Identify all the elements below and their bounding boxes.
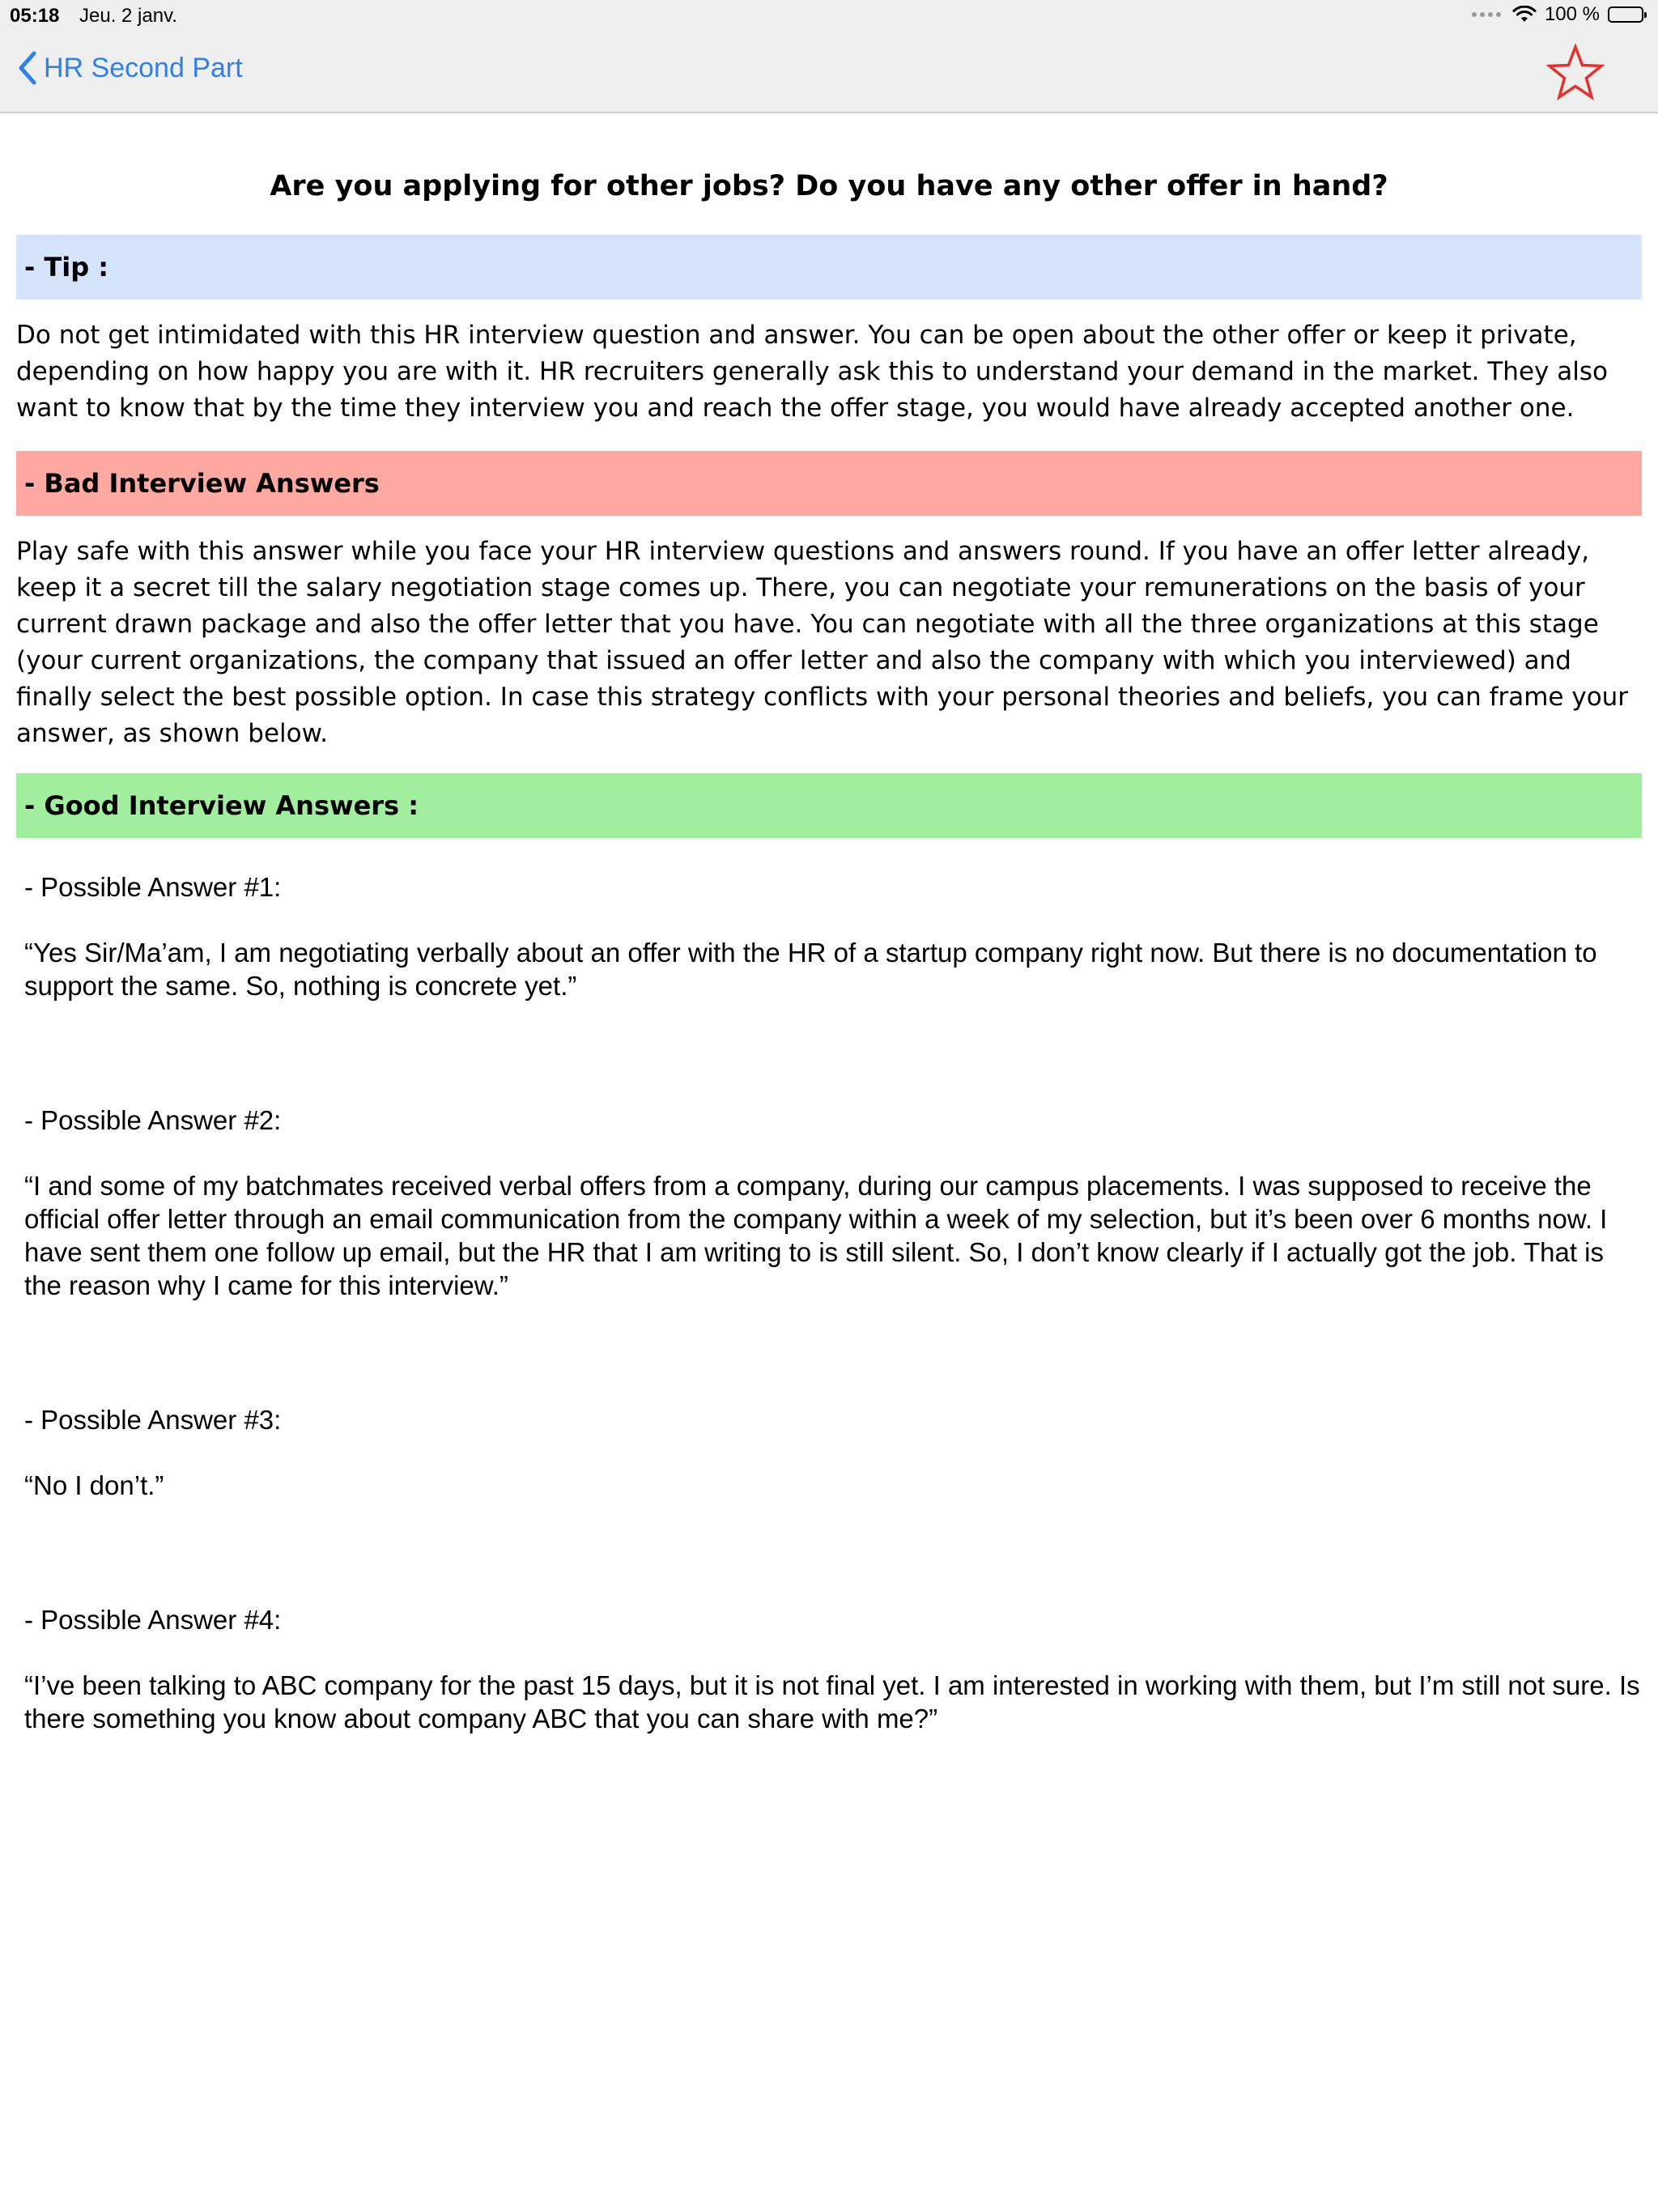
question-title: Are you applying for other jobs? Do you have any other offer in hand? xyxy=(270,170,1388,202)
bad-answers-text: Play safe with this answer while you face your HR interview questions and answers round. If you have an offer letter already, keep it a secret till the salary negotiation stage comes up. There, you can negotiate your remunerations on the basis of your current drawn package and also the offer letter that you have. You can negotiate with all the three organizations at this stage (your current organizations, the company that issued an offer letter and also the company with which you interviewed) and finally select the best possible option. In case this strategy conflicts with your personal theories and beliefs, you can frame your answer, as shown below. xyxy=(16,537,1629,748)
favorite-star-icon[interactable] xyxy=(1546,44,1605,102)
answer-label: - Possible Answer #3: xyxy=(24,1405,282,1435)
bad-answers-header: - Bad Interview Answers xyxy=(16,451,1642,516)
tip-text: Do not get intimidated with this HR interview question and answer. You can be open about the other offer or keep it private, depending on how happy you are with it. HR recruiters generally ask this to understand your demand in the market. They also want to know that by the time they interview you and reach the offer stage, you would have already accepted another one. xyxy=(16,321,1608,423)
possible-answer-2 xyxy=(24,1104,1642,1302)
possible-answer-4 xyxy=(24,1603,1642,1735)
possible-answer-3 xyxy=(24,1403,1642,1502)
signal-icon xyxy=(1472,12,1501,17)
status-indicators xyxy=(1472,3,1643,26)
back-button-label: HR Second Part xyxy=(44,52,243,83)
answer-label: - Possible Answer #2: xyxy=(24,1105,282,1135)
battery-percent: 100 % xyxy=(1544,3,1600,25)
good-answers-header: - Good Interview Answers : xyxy=(16,773,1642,838)
navigation-bar xyxy=(0,32,1658,113)
answer-text: “I and some of my batchmates received verbal offers from a company, during our campus placements. I was supposed to receive the official offer letter through an email communication from the company within a week of my selection, but it’s been over 6 months now. I have sent them one follow up email, but the HR that I am writing to is still silent. So, I don’t know clearly if I actually got the job. That is the reason why I came for this interview.” xyxy=(24,1171,1608,1300)
possible-answer-1 xyxy=(24,870,1642,1002)
status-time: 05:18 xyxy=(10,5,60,27)
answer-label: - Possible Answer #1: xyxy=(24,872,282,902)
answer-text: “Yes Sir/Ma’am, I am negotiating verbally about an offer with the HR of a startup company right now. But there is no documentation to support the same. So, nothing is concrete yet.” xyxy=(24,938,1597,1001)
status-date: Jeu. 2 janv. xyxy=(79,5,177,27)
answer-text: “I’ve been talking to ABC company for the past 15 days, but it is not final yet. I am interested in working with them, but I’m still not sure. Is there something you know about company ABC that you can share with me?” xyxy=(24,1670,1640,1733)
answer-text: “No I don’t.” xyxy=(24,1470,164,1500)
good-answers-list xyxy=(16,870,1642,1735)
status-bar xyxy=(0,0,1658,32)
article-content xyxy=(16,113,1642,1735)
back-button[interactable] xyxy=(18,50,243,86)
battery-icon xyxy=(1608,6,1643,23)
wifi-icon xyxy=(1512,6,1537,23)
answer-label: - Possible Answer #4: xyxy=(24,1605,282,1635)
tip-header: - Tip : xyxy=(16,235,1642,300)
chevron-left-icon xyxy=(18,50,37,86)
